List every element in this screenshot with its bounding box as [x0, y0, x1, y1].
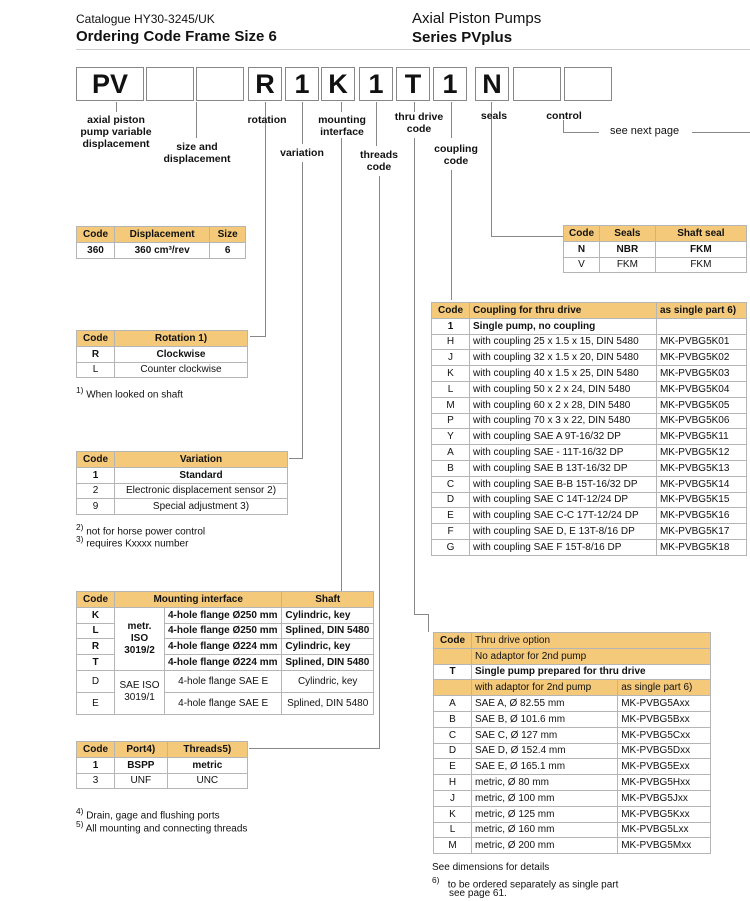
- cell: K: [434, 806, 472, 822]
- cell: MK-PVBG5K01: [656, 334, 746, 350]
- cell: 4-hole flange Ø250 mm: [165, 623, 282, 639]
- cell: A: [434, 696, 472, 712]
- col-seals: Seals: [600, 226, 656, 242]
- leader-size: [196, 102, 197, 138]
- cell: L: [432, 381, 470, 397]
- cell: Splined, DIN 5480: [282, 692, 374, 714]
- label-coupling: coupling code: [434, 143, 478, 167]
- label-size: size and displacement: [163, 141, 231, 165]
- table-row: [77, 757, 248, 773]
- cell: with coupling 32 x 1.5 x 20, DIN 5480: [470, 350, 657, 366]
- code-box-seals: N: [475, 67, 509, 101]
- col-port: Port4): [115, 742, 168, 758]
- col-code: Code: [434, 633, 472, 649]
- cell: with coupling SAE C-C 17T-12/24 DP: [470, 508, 657, 524]
- cell: MK-PVBG5K02: [656, 350, 746, 366]
- label-control: control: [546, 110, 582, 122]
- footnote-mark: 1): [76, 385, 84, 395]
- leader-variation-top: [302, 102, 303, 144]
- cell: MK-PVBG5K17: [656, 524, 746, 540]
- leader-thru-h: [414, 614, 428, 615]
- cell: H: [434, 775, 472, 791]
- seals-table: [563, 225, 747, 273]
- cell: MK-PVBG5Cxx: [618, 727, 711, 743]
- leader-coupling-top: [451, 102, 452, 138]
- col-code: Code: [77, 592, 115, 608]
- table-row: [434, 648, 711, 664]
- table-row: [434, 743, 711, 759]
- col-code: Code: [77, 452, 115, 468]
- cell: Cylindric, key: [282, 639, 374, 655]
- cell: 4-hole flange Ø224 mm: [165, 639, 282, 655]
- col-mounting: Mounting interface: [115, 592, 282, 608]
- table-row: [432, 508, 747, 524]
- cell: Cylindric, key: [282, 670, 374, 692]
- cell: with coupling SAE - 11T-16/32 DP: [470, 445, 657, 461]
- cell: MK-PVBG5K06: [656, 413, 746, 429]
- cell: K: [432, 366, 470, 382]
- cell: L: [77, 362, 115, 378]
- col-shaft-seal: Shaft seal: [655, 226, 746, 242]
- table-row: [432, 539, 747, 555]
- label-axial: axial piston pump variable displacement: [80, 114, 152, 150]
- cell: UNF: [115, 773, 168, 789]
- cell: SAE C, Ø 127 mm: [472, 727, 618, 743]
- col-code: Code: [564, 226, 600, 242]
- cell: metric: [167, 757, 247, 773]
- cell: SAE D, Ø 152.4 mm: [472, 743, 618, 759]
- label-mounting: mounting interface: [318, 114, 366, 138]
- cell: T: [434, 664, 472, 680]
- leader-coupling: [451, 170, 452, 300]
- cell: SAE A, Ø 82.55 mm: [472, 696, 618, 712]
- cell: H: [432, 334, 470, 350]
- cell: M: [434, 838, 472, 854]
- cell: UNC: [167, 773, 247, 789]
- label-seals: seals: [480, 110, 508, 122]
- table-row: [434, 727, 711, 743]
- footnote-text: Drain, gage and flushing ports: [86, 810, 220, 822]
- cell: A: [432, 445, 470, 461]
- cell: 3: [77, 773, 115, 789]
- cell: with coupling SAE D, E 13T-8/16 DP: [470, 524, 657, 540]
- dimensions-note: See dimensions for details: [432, 862, 550, 873]
- cell: Special adjustment 3): [115, 499, 288, 515]
- cell: Clockwise: [115, 346, 248, 362]
- cell: Single pump prepared for thru drive: [472, 664, 711, 680]
- cell: E: [432, 508, 470, 524]
- leader-rotation: [265, 102, 266, 336]
- table-row: [77, 499, 288, 515]
- table-row: [432, 366, 747, 382]
- cell: MK-PVBG5Hxx: [618, 775, 711, 791]
- code-box-control-1: [513, 67, 561, 101]
- table-row: [432, 429, 747, 445]
- col-code: Code: [77, 331, 115, 347]
- page-reference: see page 61.: [449, 888, 507, 899]
- code-box-size-1: [146, 67, 194, 101]
- cell: M: [432, 397, 470, 413]
- col-variation: Variation: [115, 452, 288, 468]
- cell: [434, 680, 472, 696]
- leader-rotation-h: [250, 336, 266, 337]
- code-box-size-2: [196, 67, 244, 101]
- table-row: [77, 467, 288, 483]
- cell: R: [77, 639, 115, 655]
- cell: metr. ISO 3019/2: [115, 607, 165, 670]
- leader-control-h: [563, 132, 599, 133]
- cell: metric, Ø 100 mm: [472, 790, 618, 806]
- coupling-table: [431, 302, 747, 556]
- leader-thru-v2: [428, 614, 429, 632]
- threads-footnote-5: [76, 818, 247, 835]
- table-row: [434, 759, 711, 775]
- cell: No adaptor for 2nd pump: [472, 648, 711, 664]
- label-variation: variation: [280, 147, 324, 159]
- rotation-table: [76, 330, 248, 378]
- leader-next-page: [692, 132, 750, 133]
- cell: [656, 318, 746, 334]
- cell: G: [432, 539, 470, 555]
- code-box-variation: 1: [285, 67, 319, 101]
- cell: Splined, DIN 5480: [282, 655, 374, 671]
- cell: MK-PVBG5Jxx: [618, 790, 711, 806]
- cell: D: [432, 492, 470, 508]
- header-divider: [76, 49, 750, 50]
- footnote-mark: 3): [76, 534, 84, 544]
- leader-seals-h: [491, 236, 563, 237]
- table-row: [432, 413, 747, 429]
- footnote-mark: 2): [76, 522, 84, 532]
- table-row: [434, 680, 711, 696]
- cell: MK-PVBG5K18: [656, 539, 746, 555]
- table-row: [432, 445, 747, 461]
- col-displacement: Displacement: [115, 227, 210, 243]
- cell: B: [434, 711, 472, 727]
- cell: L: [77, 623, 115, 639]
- table-row: [432, 334, 747, 350]
- cell: MK-PVBG5K05: [656, 397, 746, 413]
- cell: 4-hole flange Ø224 mm: [165, 655, 282, 671]
- col-code: Code: [77, 227, 115, 243]
- leader-mounting-top: [341, 102, 342, 112]
- cell: MK-PVBG5Exx: [618, 759, 711, 775]
- leader-variation-h: [289, 458, 303, 459]
- col-size: Size: [210, 227, 246, 243]
- label-rotation: rotation: [247, 114, 287, 126]
- cell: MK-PVBG5Bxx: [618, 711, 711, 727]
- table-row: [77, 346, 248, 362]
- label-threads: threads code: [360, 149, 398, 173]
- table-row: [564, 241, 747, 257]
- table-row: [77, 670, 374, 692]
- cell: Y: [432, 429, 470, 445]
- variation-footnote-3: [76, 533, 188, 550]
- cell: MK-PVBG5K14: [656, 476, 746, 492]
- table-row: [432, 476, 747, 492]
- cell: with coupling SAE C 14T-12/24 DP: [470, 492, 657, 508]
- variation-table: [76, 451, 288, 515]
- cell: MK-PVBG5Kxx: [618, 806, 711, 822]
- code-box-control-2: [564, 67, 612, 101]
- cell: with coupling SAE B-B 15T-16/32 DP: [470, 476, 657, 492]
- cell: V: [564, 257, 600, 273]
- table-row: [432, 524, 747, 540]
- leader-seals: [491, 102, 492, 236]
- see-next-page: see next page: [610, 125, 680, 137]
- cell: 4-hole flange SAE E: [165, 670, 282, 692]
- cell: metric, Ø 200 mm: [472, 838, 618, 854]
- footnote-text: not for horse power control: [86, 526, 206, 538]
- table-row: [432, 492, 747, 508]
- col-shaft: Shaft: [282, 592, 374, 608]
- cell: K: [77, 607, 115, 623]
- table-row: [434, 790, 711, 806]
- leader-axial: [116, 102, 117, 112]
- table-row: [432, 318, 747, 334]
- cell: Cylindric, key: [282, 607, 374, 623]
- cell: D: [434, 743, 472, 759]
- cell: FKM: [655, 241, 746, 257]
- col-code: Code: [77, 742, 115, 758]
- table-row: [432, 460, 747, 476]
- cell: with coupling 50 x 2 x 24, DIN 5480: [470, 381, 657, 397]
- cell: 4-hole flange SAE E: [165, 692, 282, 714]
- cell: Electronic displacement sensor 2): [115, 483, 288, 499]
- cell: with coupling 70 x 3 x 22, DIN 5480: [470, 413, 657, 429]
- table-row: [77, 773, 248, 789]
- table-row: [434, 806, 711, 822]
- table-row: [564, 257, 747, 273]
- cell: 1: [432, 318, 470, 334]
- cell: L: [434, 822, 472, 838]
- cell: SAE E, Ø 165.1 mm: [472, 759, 618, 775]
- catalogue-number: Catalogue HY30-3245/UK: [76, 12, 215, 26]
- cell: T: [77, 655, 115, 671]
- cell: B: [432, 460, 470, 476]
- cell: metric, Ø 80 mm: [472, 775, 618, 791]
- table-row: [434, 822, 711, 838]
- col-coupling: Coupling for thru drive: [470, 303, 657, 319]
- footnote-text: requires Kxxxx number: [86, 538, 189, 550]
- cell: 360: [77, 242, 115, 258]
- table-row: [432, 397, 747, 413]
- cell: SAE ISO 3019/1: [115, 670, 165, 714]
- cell: J: [434, 790, 472, 806]
- threads-table: [76, 741, 248, 789]
- cell: NBR: [600, 241, 656, 257]
- cell: P: [432, 413, 470, 429]
- cell: with coupling 60 x 2 x 28, DIN 5480: [470, 397, 657, 413]
- col-thru-drive: Thru drive option: [472, 633, 711, 649]
- code-box-threads: 1: [359, 67, 393, 101]
- cell: E: [77, 692, 115, 714]
- cell: with adaptor for 2nd pump: [472, 680, 618, 696]
- leader-threads: [379, 176, 380, 748]
- cell: MK-PVBG5K11: [656, 429, 746, 445]
- cell: SAE B, Ø 101.6 mm: [472, 711, 618, 727]
- cell: with coupling 25 x 1.5 x 15, DIN 5480: [470, 334, 657, 350]
- table-row: [434, 664, 711, 680]
- thru-drive-table: [433, 632, 711, 854]
- table-row: [434, 696, 711, 712]
- table-row: [434, 711, 711, 727]
- cell: MK-PVBG5Dxx: [618, 743, 711, 759]
- cell: metric, Ø 160 mm: [472, 822, 618, 838]
- cell: E: [434, 759, 472, 775]
- cell: Standard: [115, 467, 288, 483]
- cell: D: [77, 670, 115, 692]
- cell: Single pump, no coupling: [470, 318, 657, 334]
- cell: with coupling SAE A 9T-16/32 DP: [470, 429, 657, 445]
- cell: FKM: [655, 257, 746, 273]
- table-row: [77, 483, 288, 499]
- table-row: [77, 362, 248, 378]
- mounting-table: [76, 591, 374, 715]
- product-series: Series PVplus: [412, 29, 513, 46]
- cell: C: [432, 476, 470, 492]
- cell: 360 cm³/rev: [115, 242, 210, 258]
- footnote-mark: 5): [76, 819, 84, 829]
- footnote-mark: 6): [432, 875, 440, 885]
- cell: 2: [77, 483, 115, 499]
- cell: MK-PVBG5K15: [656, 492, 746, 508]
- cell: C: [434, 727, 472, 743]
- footnote-text: to be ordered separately as single part: [447, 879, 619, 891]
- cell: with coupling 40 x 1.5 x 25, DIN 5480: [470, 366, 657, 382]
- leader-mounting: [341, 138, 342, 594]
- col-single-part: as single part 6): [656, 303, 746, 319]
- label-thru-drive: thru drive code: [394, 111, 444, 135]
- cell: MK-PVBG5K16: [656, 508, 746, 524]
- cell: 6: [210, 242, 246, 258]
- cell: metric, Ø 125 mm: [472, 806, 618, 822]
- code-box-coupling: 1: [433, 67, 467, 101]
- cell: MK-PVBG5Axx: [618, 696, 711, 712]
- table-row: [77, 607, 374, 623]
- cell: with coupling SAE F 15T-8/16 DP: [470, 539, 657, 555]
- table-row: [434, 838, 711, 854]
- cell: 9: [77, 499, 115, 515]
- cell: as single part 6): [618, 680, 711, 696]
- page-title: Ordering Code Frame Size 6: [76, 28, 277, 45]
- cell: R: [77, 346, 115, 362]
- cell: Splined, DIN 5480: [282, 623, 374, 639]
- cell: 4-hole flange Ø250 mm: [165, 607, 282, 623]
- cell: MK-PVBG5K03: [656, 366, 746, 382]
- cell: N: [564, 241, 600, 257]
- leader-variation: [302, 162, 303, 458]
- cell: MK-PVBG5Lxx: [618, 822, 711, 838]
- code-box-pv: PV: [76, 67, 144, 101]
- cell: MK-PVBG5Mxx: [618, 838, 711, 854]
- cell: MK-PVBG5K13: [656, 460, 746, 476]
- col-code: Code: [432, 303, 470, 319]
- cell: MK-PVBG5K04: [656, 381, 746, 397]
- cell: Counter clockwise: [115, 362, 248, 378]
- leader-threads-h: [249, 748, 380, 749]
- col-rotation: Rotation 1): [115, 331, 248, 347]
- table-row: [432, 381, 747, 397]
- cell: 1: [77, 467, 115, 483]
- cell: BSPP: [115, 757, 168, 773]
- displacement-table: [76, 226, 246, 259]
- cell: 1: [77, 757, 115, 773]
- code-box-thru-drive: T: [396, 67, 430, 101]
- col-threads: Threads5): [167, 742, 247, 758]
- footnote-text: When looked on shaft: [86, 389, 183, 401]
- footnote-mark: 4): [76, 806, 84, 816]
- cell: J: [432, 350, 470, 366]
- product-title: Axial Piston Pumps: [412, 10, 542, 27]
- cell: MK-PVBG5K12: [656, 445, 746, 461]
- cell: with coupling SAE B 13T-16/32 DP: [470, 460, 657, 476]
- cell: FKM: [600, 257, 656, 273]
- table-row: [432, 350, 747, 366]
- code-box-rotation: R: [248, 67, 282, 101]
- leader-threads-top: [376, 102, 377, 146]
- code-box-mounting: K: [321, 67, 355, 101]
- rotation-footnote: [76, 384, 183, 401]
- table-row: [77, 242, 246, 258]
- footnote-text: All mounting and connecting threads: [85, 823, 248, 835]
- leader-thru: [414, 138, 415, 614]
- cell: F: [432, 524, 470, 540]
- cell: [434, 648, 472, 664]
- table-row: [434, 775, 711, 791]
